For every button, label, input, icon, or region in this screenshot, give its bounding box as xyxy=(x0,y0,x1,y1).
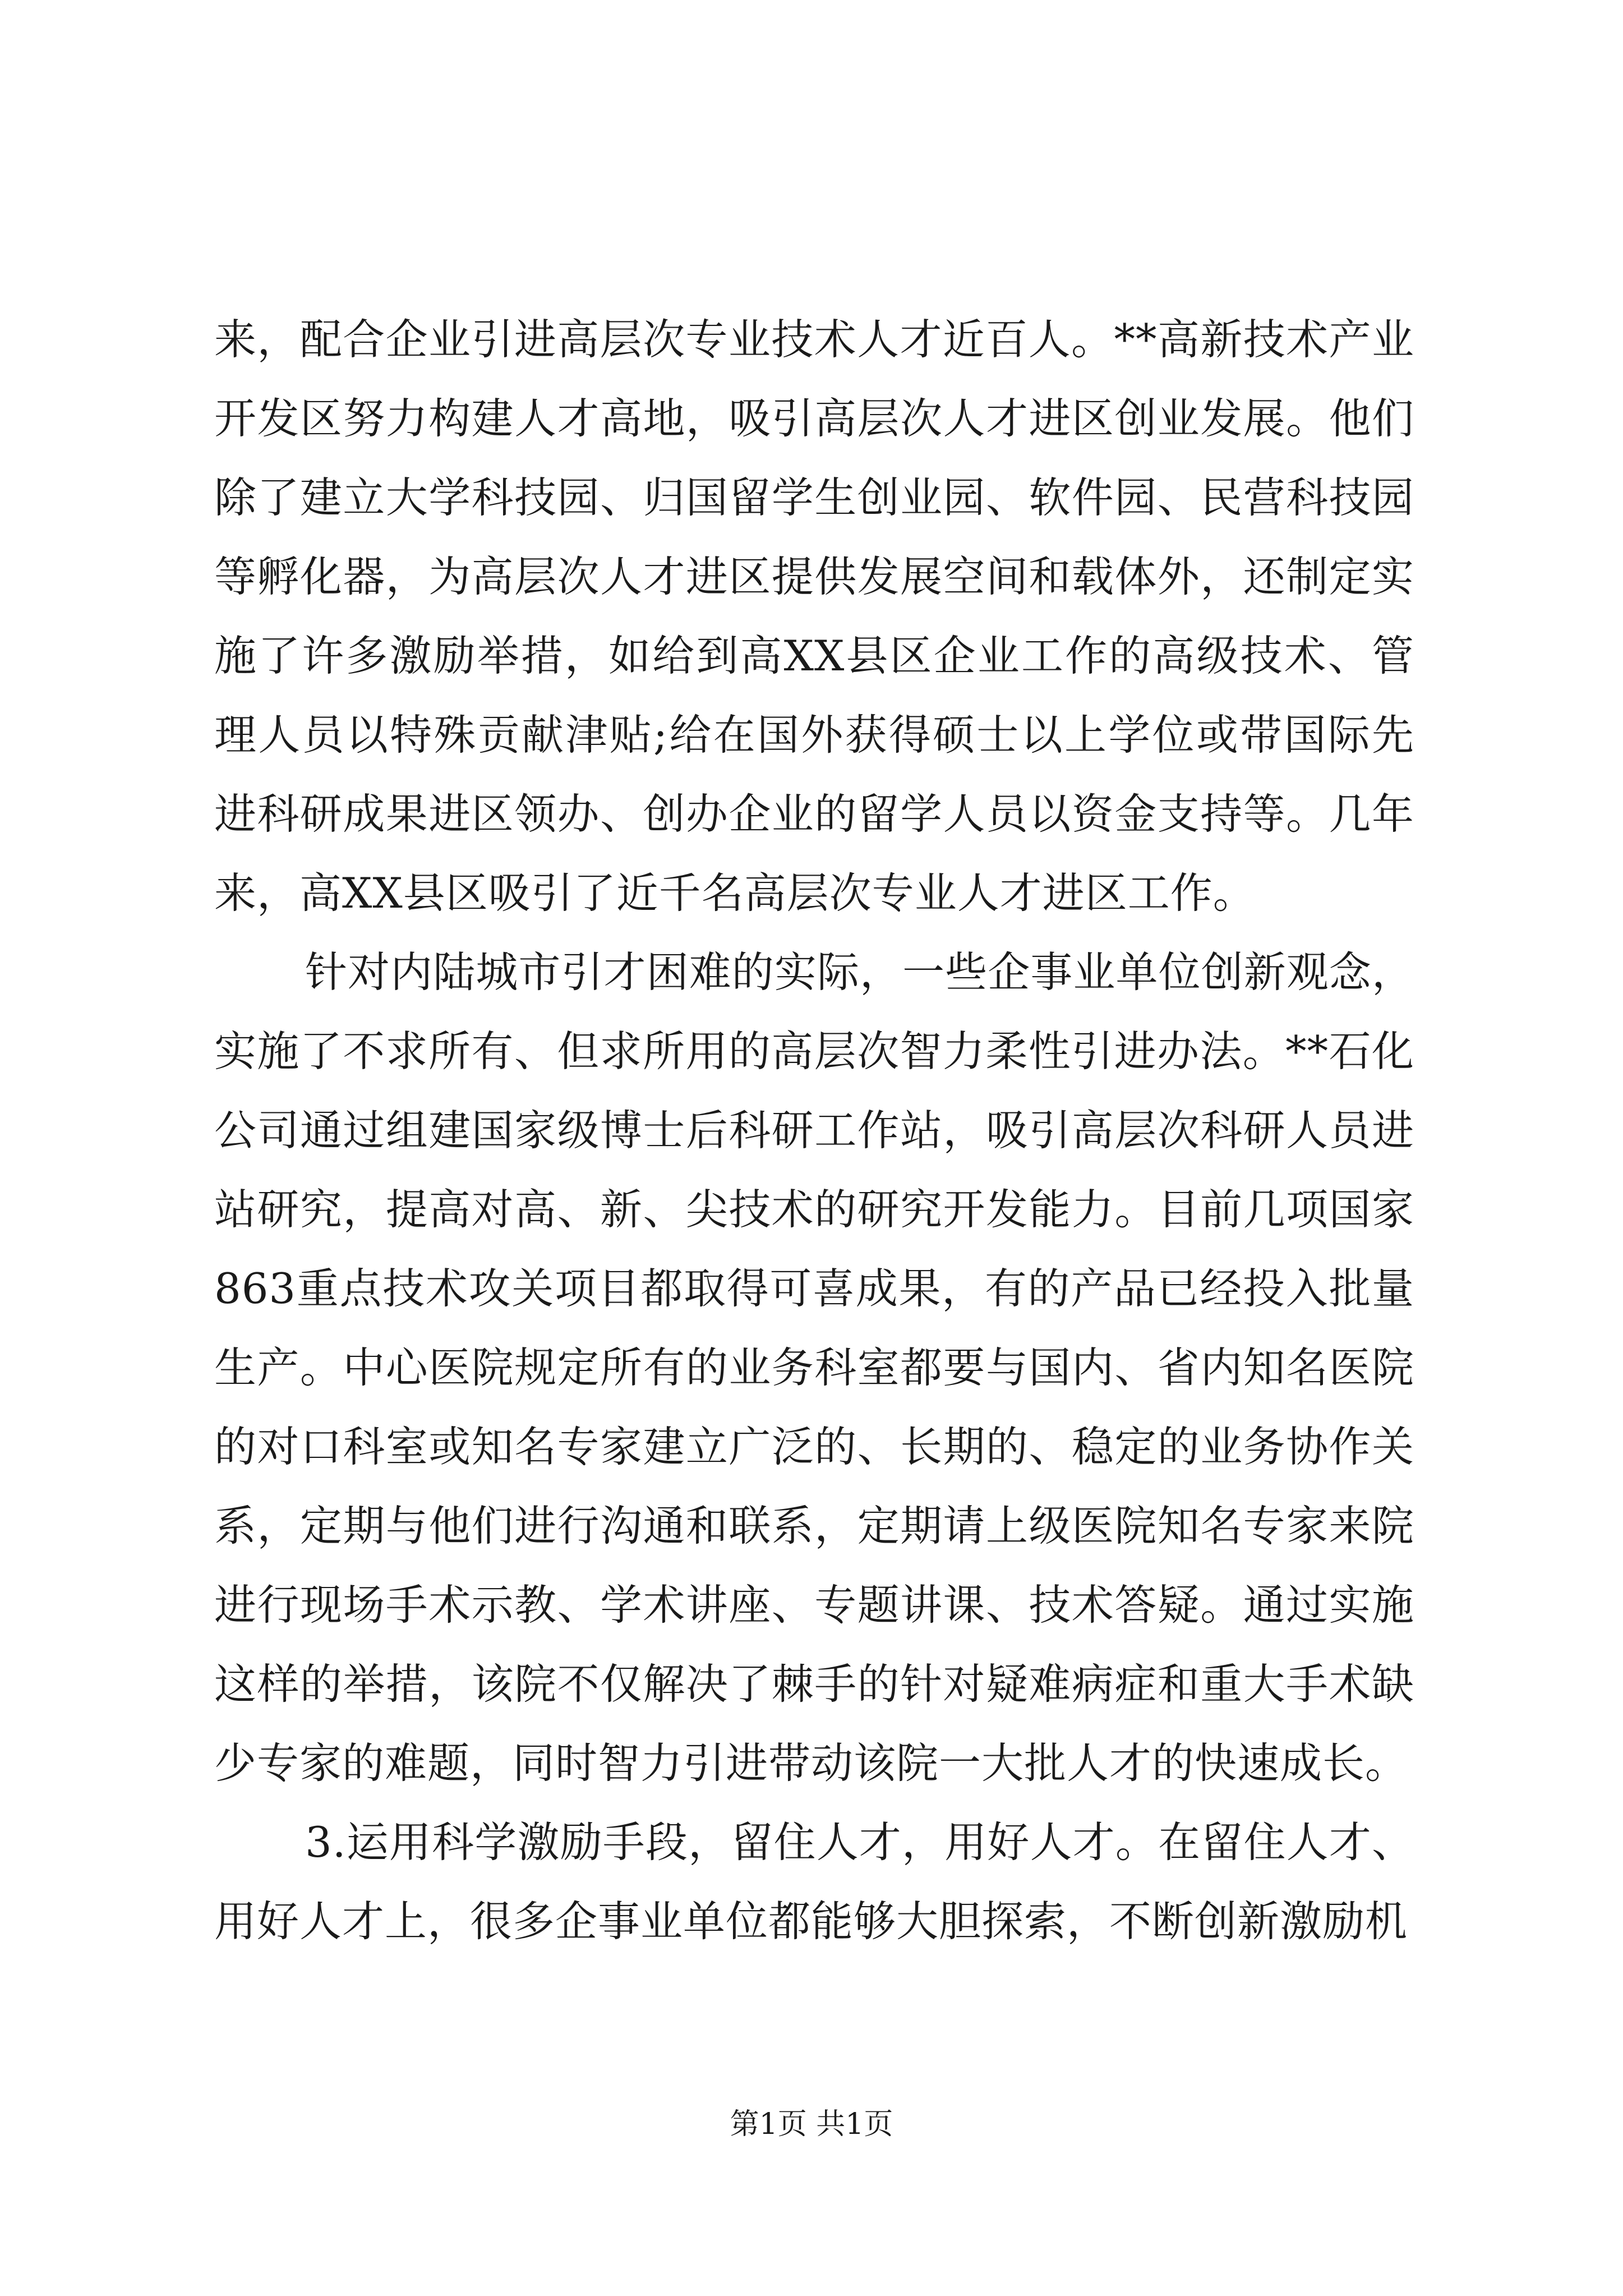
page-footer: 第1页 共1页 xyxy=(730,2108,893,2141)
paragraph-1: 来，配合企业引进高层次专业技术人才近百人。**高新技术产业开发区努力构建人才高地，吸引高层次人才进区创业发展。他们除了建立大学科技园、归国留学生创业园、软件园、民营科技园等孵化器，为高层次人才进区提供发展空间和载体外，还制定实施了许多激励举措，如给到高XX县区企业工作的高级技术、管理人员以特殊贡献津贴;给在国外获得硕士以上学位或带国际先进科研成果进区领办、创办企业的留学人员以资金支持等。几年来，高XX县区吸引了近千名高层次专业人才进区工作。 xyxy=(214,315,1414,918)
paragraph-2: 针对内陆城市引才困难的实际，一些企事业单位创新观念，实施了不求所有、但求所用的高层次智力柔性引进办法。**石化公司通过组建国家级博士后科研工作站，吸引高层次科研人员进站研究，提高对高、新、尖技术的研究开发能力。目前几项国家863重点技术攻关项目都取得可喜成果，有的产品已经投入批量生产。中心医院规定所有的业务科室都要与国内、省内知名医院的对口科室或知名专家建立广泛的、长期的、稳定的业务协作关系，定期与他们进行沟通和联系，定期请上级医院知名专家来院进行现场手术示教、学术讲座、专题讲课、技术答疑。通过实施这样的举措，该院不仅解决了棘手的针对疑难病症和重大手术缺少专家的难题，同时智力引进带动该院一大批人才的快速成长。 xyxy=(214,947,1414,1788)
document-body xyxy=(214,300,1414,1961)
paragraph-3: 3.运用科学激励手段，留住人才，用好人才。在留住人才、用好人才上，很多企事业单位都能够大胆探索，不断创新激励机 xyxy=(214,1818,1414,1946)
